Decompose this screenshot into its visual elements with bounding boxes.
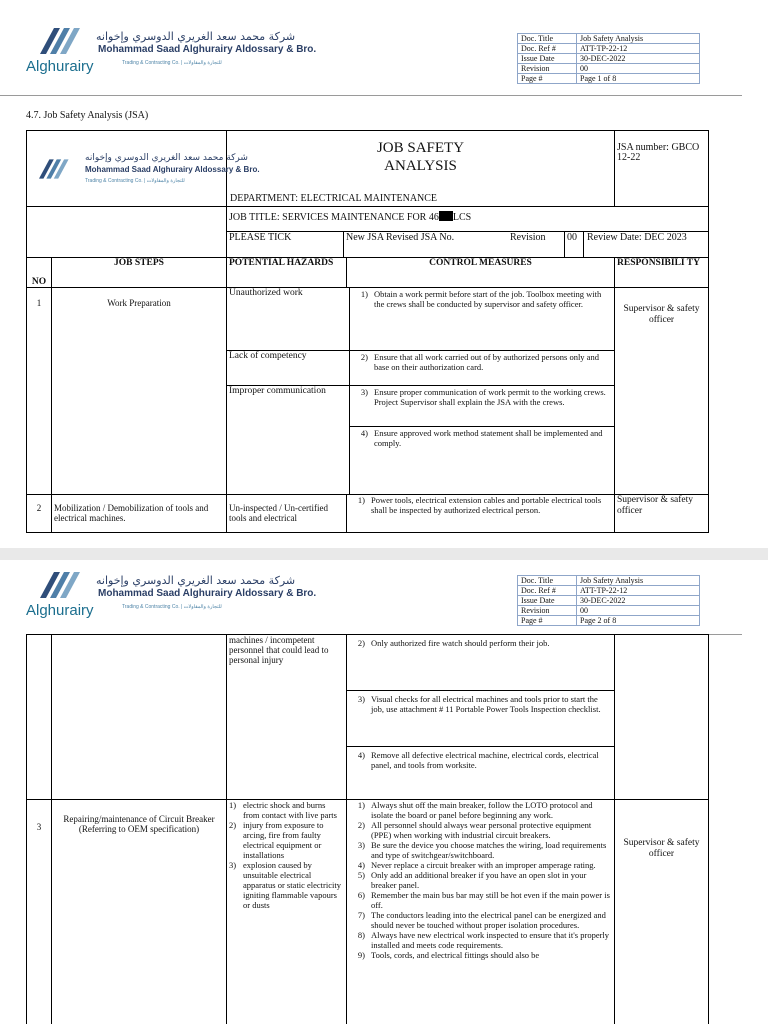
- control-text: Never replace a circuit breaker with an improper amperage rating.: [371, 860, 596, 870]
- hazard-text: explosion caused by unsuitable electrical apparatus or static electricity igniting flammable vapours or dusts: [243, 860, 341, 910]
- control-number: 2): [360, 352, 368, 362]
- doc-info-key: Doc. Title: [518, 34, 577, 44]
- company-name-arabic: شركة محمد سعد الغريري الدوسري وإخوانه: [96, 574, 296, 587]
- logo-mark-icon: [39, 153, 73, 185]
- col-header-controls: CONTROL MEASURES: [347, 258, 615, 288]
- control-text: Ensure approved work method statement shall be implemented and comply.: [374, 428, 603, 448]
- doc-info-table: [517, 575, 700, 626]
- table-row: [27, 288, 709, 495]
- company-name-english: Mohammad Saad Alghurairy Aldossary & Bro.: [98, 44, 317, 55]
- hazard: machines / incompetent personnel that could lead to personal injury: [227, 635, 347, 800]
- control-text: Only authorized fire watch should perform their job.: [371, 638, 550, 648]
- control-number: 5): [357, 870, 365, 880]
- company-name-english: Mohammad Saad Alghurairy Aldossary & Bro.: [85, 164, 260, 174]
- control-measure: [347, 691, 614, 747]
- doc-info-row: [518, 74, 700, 84]
- control-text: Visual checks for all electrical machines and tools prior to start the job, use attachment # 11 Portable Power Tools Inspection checklist.: [371, 694, 601, 714]
- company-tagline: Trading & Contracting Co. | للتجارة والمقاولات: [85, 177, 185, 184]
- job-step: Work Preparation: [52, 288, 227, 495]
- control-item: [349, 820, 612, 840]
- company-name-arabic: شركة محمد سعد الغريري الدوسري وإخوانه: [96, 30, 296, 43]
- company-logo: [26, 572, 317, 622]
- job-step: Mobilization / Demobilization of tools and electrical machines.: [52, 495, 227, 533]
- section-heading: 4.7. Job Safety Analysis (JSA): [26, 110, 149, 121]
- company-tagline: Trading & Contracting Co. | للتجارة والمقاولات: [122, 60, 222, 66]
- hazard: Improper communication: [227, 386, 350, 494]
- col-header-no: NO: [27, 258, 52, 288]
- doc-info-key: Revision: [518, 64, 577, 74]
- control-text: Tools, cords, and electrical fittings should also be: [371, 950, 540, 960]
- jsa-header-row: [27, 131, 709, 207]
- doc-info-row: [518, 54, 700, 64]
- company-name-english: Mohammad Saad Alghurairy Aldossary & Bro.: [98, 588, 317, 599]
- review-date: Review Date: DEC 2023: [587, 232, 687, 243]
- control-number: 1): [357, 800, 365, 810]
- row-number: [27, 635, 52, 800]
- doc-info-key: Page #: [518, 74, 577, 84]
- logo-mark-icon: [40, 572, 86, 598]
- doc-info-key: Doc. Title: [518, 576, 577, 586]
- control-number: 1): [357, 495, 365, 505]
- control-text: Remove all defective electrical machine, electrical cords, electrical panel, and tools from worksite.: [371, 750, 599, 770]
- control-text: Obtain a work permit before start of the job. Toolbox meeting with the crews shall be conducted by supervisor and safety officer.: [374, 289, 602, 309]
- control-text: Ensure that all work carried out of by authorized persons only and base on their authorization card.: [374, 352, 599, 372]
- control-list: [347, 800, 615, 1024]
- control-text: All personnel should always wear personal protective equipment (PPE) when working with industrial circuit breakers.: [371, 820, 592, 840]
- control-item: [349, 860, 612, 870]
- control-measure: [350, 386, 614, 427]
- control-text: Always have new electrical work inspected to ensure that it's properly installed and meets code requirements.: [371, 930, 610, 950]
- new-revised-label: New JSA Revised JSA No.: [346, 232, 455, 243]
- job-title-text: JOB TITLE: SERVICES MAINTENANCE FOR 46: [229, 212, 439, 223]
- jobtitle-cell: [227, 207, 709, 258]
- jsa-number: JSA number: GBCO 12-22: [615, 131, 709, 207]
- table-row: [27, 495, 709, 533]
- job-step: [52, 635, 227, 800]
- doc-info-row: [518, 44, 700, 54]
- responsibility: Supervisor & safety officer: [615, 800, 709, 1024]
- doc-info-row: [518, 34, 700, 44]
- control-number: 2): [357, 820, 365, 830]
- redaction-mark: [439, 211, 453, 221]
- table-row: [27, 635, 709, 800]
- responsibility: Supervisor & safety officer: [615, 288, 709, 495]
- company-logo-small: [39, 149, 260, 189]
- doc-info-row: [518, 606, 700, 616]
- column-header-row: [27, 258, 709, 288]
- doc-info-value: 00: [577, 64, 700, 74]
- control-number: 3): [360, 387, 368, 397]
- doc-info-key: Doc. Ref #: [518, 586, 577, 596]
- doc-info-key: Page #: [518, 616, 577, 626]
- control-item: [349, 930, 612, 950]
- doc-info-row: [518, 616, 700, 626]
- control-number: 1): [360, 289, 368, 299]
- row-number: 1: [27, 288, 52, 495]
- responsibility: [615, 635, 709, 800]
- hazard-text: electric shock and burns from contact with live parts: [243, 800, 337, 820]
- department-label: DEPARTMENT: ELECTRICAL MAINTENANCE: [230, 193, 438, 204]
- control-number: 4): [360, 428, 368, 438]
- header-divider: [0, 95, 742, 96]
- tick-row: [227, 232, 708, 257]
- col-header-steps: JOB STEPS: [52, 258, 227, 288]
- company-tagline: Trading & Contracting Co. | للتجارة والمقاولات: [122, 604, 222, 610]
- control-item: [349, 870, 612, 890]
- control-text: Be sure the device you choose matches the wiring, load requirements and type of switchgear/switchboard.: [371, 840, 607, 860]
- hazard-number: 1): [229, 800, 237, 810]
- control-item: [349, 910, 612, 930]
- doc-info-value: 30-DEC-2022: [577, 596, 700, 606]
- doc-info-key: Issue Date: [518, 596, 577, 606]
- hazard-control-block: [227, 288, 615, 495]
- hazard: Lack of competency: [227, 351, 350, 385]
- jsa-title: [227, 131, 614, 175]
- col-header-hazards: POTENTIAL HAZARDS: [227, 258, 347, 288]
- hazard-text: injury from exposure to arcing, fire from faulty electrical equipment or installations: [243, 820, 324, 860]
- control-number: 3): [357, 694, 365, 704]
- row-number: 2: [27, 495, 52, 533]
- control-text: Power tools, electrical extension cables and portable electrical tools shall be inspected by authorized electrical person.: [371, 495, 602, 515]
- jsa-title-line: ANALYSIS: [384, 158, 457, 174]
- jsa-logo-cell: [27, 131, 260, 207]
- logo-mark-icon: [40, 28, 86, 54]
- revision-value: 00: [565, 232, 584, 257]
- control-number: 6): [357, 890, 365, 900]
- doc-info-value: ATT-TP-22-12: [577, 44, 700, 54]
- job-title-suffix: LCS: [452, 212, 472, 223]
- page-number: Page 2 of 8: [577, 616, 700, 626]
- jsa-title-cell: [227, 131, 615, 207]
- document-page-2: [0, 560, 768, 1024]
- doc-info-row: [518, 576, 700, 586]
- job-title: [227, 207, 708, 232]
- control-item: [349, 950, 612, 960]
- control-stack: [347, 635, 615, 800]
- company-name-arabic: شركة محمد سعد الغريري الدوسري وإخوانه: [85, 152, 248, 163]
- hazard-number: 3): [229, 860, 237, 870]
- control-number: 2): [357, 638, 365, 648]
- hazard-control-pair: [227, 288, 614, 351]
- doc-info-key: Issue Date: [518, 54, 577, 64]
- control-text: The conductors leading into the electrical panel can be energized and should never be touched without proper isolation procedures.: [371, 910, 606, 930]
- control-measure: [347, 495, 615, 533]
- doc-info-key: Revision: [518, 606, 577, 616]
- jsa-title-line: JOB SAFETY: [376, 140, 465, 156]
- please-tick-label: PLEASE TICK: [227, 232, 344, 257]
- doc-info-row: [518, 586, 700, 596]
- jsa-table: [26, 130, 709, 533]
- table-row: [27, 800, 709, 1024]
- control-text: Ensure proper communication of work permit to the working crews. Project Supervisor shall explain the JSA with the crews.: [374, 387, 606, 407]
- doc-info-row: [518, 64, 700, 74]
- doc-info-table: [517, 33, 700, 84]
- blank-cell: [27, 207, 227, 258]
- control-measure: [350, 351, 614, 385]
- control-stack: [350, 386, 614, 494]
- control-number: 4): [357, 750, 365, 760]
- page-number: Page 1 of 8: [577, 74, 700, 84]
- row-number: 3: [27, 800, 52, 1024]
- page-gap: [0, 548, 768, 560]
- hazard: Un-inspected / Un-certified tools and electrical: [227, 495, 347, 533]
- control-item: [349, 840, 612, 860]
- control-measure: [347, 635, 614, 691]
- control-text: Only add an additional breaker if you have an open slot in your breaker panel.: [371, 870, 587, 890]
- doc-info-value: Job Safety Analysis: [577, 576, 700, 586]
- hazard-list: [227, 800, 347, 1024]
- company-logo: [26, 28, 317, 78]
- revision-label: Revision: [508, 232, 565, 257]
- hazard: Unauthorized work: [227, 288, 350, 350]
- control-measure: [350, 288, 614, 350]
- control-number: 8): [357, 930, 365, 940]
- control-measure: [347, 747, 614, 770]
- control-measure: [350, 427, 614, 449]
- doc-info-row: [518, 596, 700, 606]
- company-brand: Alghurairy: [26, 602, 94, 619]
- doc-info-value: ATT-TP-22-12: [577, 586, 700, 596]
- control-number: 7): [357, 910, 365, 920]
- col-header-resp: RESPONSIBILI TY: [615, 258, 709, 288]
- hazard-control-pair: [227, 386, 614, 494]
- hazard-item: [229, 820, 344, 860]
- company-brand: Alghurairy: [26, 58, 94, 75]
- control-number: 4): [357, 860, 365, 870]
- doc-info-value: Job Safety Analysis: [577, 34, 700, 44]
- responsibility: Supervisor & safety officer: [615, 495, 709, 533]
- control-item: [349, 800, 612, 820]
- doc-info-value: 30-DEC-2022: [577, 54, 700, 64]
- hazard-control-pair: [227, 351, 614, 386]
- jsa-jobtitle-row: [27, 207, 709, 258]
- control-number: 3): [357, 840, 365, 850]
- hazard-item: [229, 800, 344, 820]
- job-step: Repairing/maintenance of Circuit Breaker (Referring to OEM specification): [52, 800, 227, 1024]
- control-number: 9): [357, 950, 365, 960]
- doc-info-key: Doc. Ref #: [518, 44, 577, 54]
- doc-info-value: 00: [577, 606, 700, 616]
- hazard-number: 2): [229, 820, 237, 830]
- control-text: Remember the main bus bar may still be hot even if the main power is off.: [371, 890, 610, 910]
- control-text: Always shut off the main breaker, follow the LOTO protocol and isolate the board or panel before beginning any work.: [371, 800, 593, 820]
- control-item: [349, 890, 612, 910]
- hazard-item: [229, 860, 344, 910]
- jsa-table-continued: [26, 634, 709, 1024]
